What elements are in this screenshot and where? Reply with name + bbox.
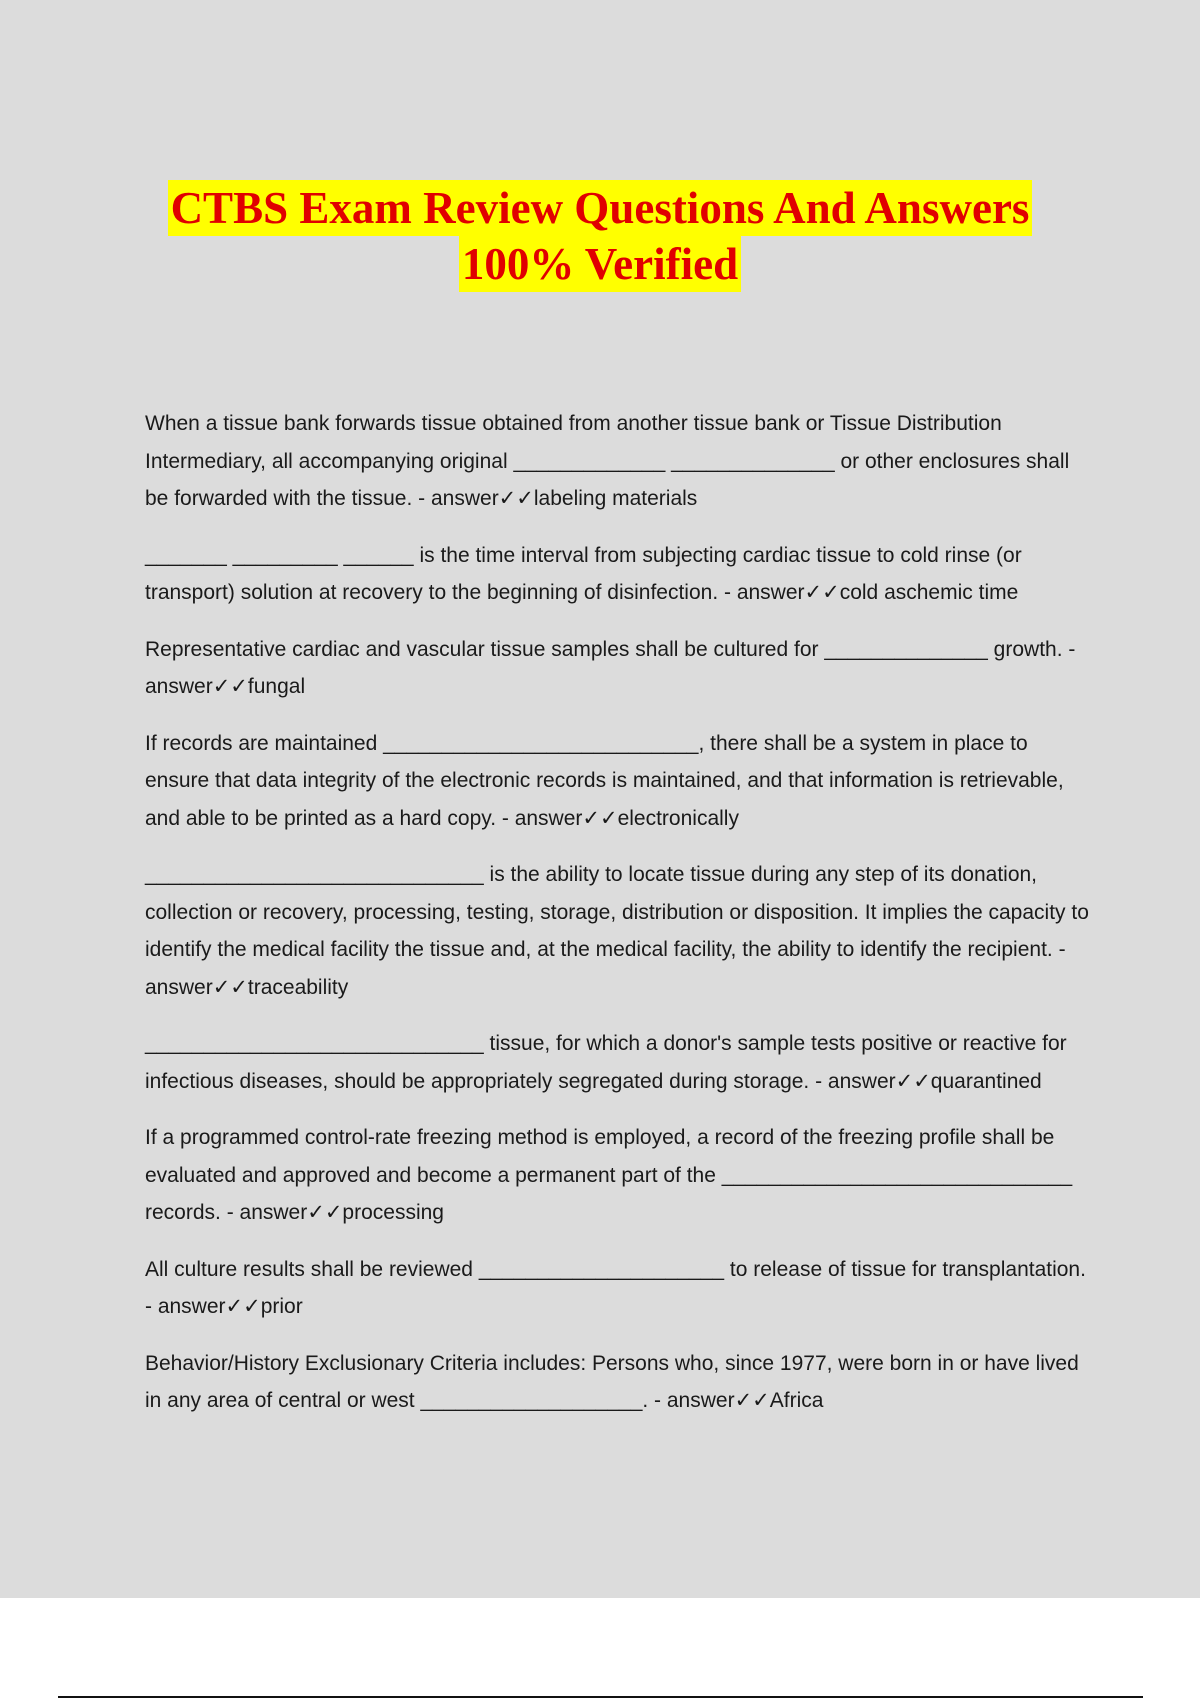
- answer-text: answer✓✓prior: [157, 1295, 303, 1318]
- answer-text: answer✓✓cold aschemic time: [736, 581, 1019, 604]
- footer-divider: [58, 1696, 1143, 1698]
- question-text: _______ _________ ______ is the time interval from subjecting cardiac tissue to cold rinse (or transport) solution at recovery to the beginning of disinfection. -: [145, 543, 1028, 604]
- question-text: _____________________________ is the ability to locate tissue during any step of its donation, collection or recovery, processing, testing, storage, distribution or disposition. It implies the capacity to identify the medical facility the tissue and, at the medical facility, the ability to identify the recipient. -: [145, 863, 1095, 961]
- qa-item-9: [145, 1345, 1090, 1420]
- qa-item-1: [145, 405, 1090, 518]
- answer-text: answer✓✓fungal: [145, 675, 306, 698]
- question-text: All culture results shall be reviewed _____________________ to release of tissue for transplantation. -: [145, 1257, 1092, 1318]
- qa-item-4: [145, 725, 1090, 838]
- qa-item-6: [145, 1025, 1090, 1100]
- answer-text: answer✓✓Africa: [666, 1389, 824, 1412]
- title-line-2: 100% Verified: [459, 236, 741, 292]
- question-text: If records are maintained ___________________________, there shall be a system in place to ensure that data integrity of the electronic records is maintained, and that information is retrievable, and able to be printed as a hard copy. -: [145, 731, 1070, 830]
- question-text: When a tissue bank forwards tissue obtained from another tissue bank or Tissue Distribution Intermediary, all accompanying original _____________ ______________ or other enclosures shall be forwarded with the tissue. -: [145, 412, 1076, 510]
- answer-text: answer✓✓processing: [239, 1201, 444, 1224]
- question-text: If a programmed control-rate freezing method is employed, a record of the freezing profile shall be evaluated and approved and become a permanent part of the ______________________________ records. -: [145, 1126, 1078, 1224]
- answer-text: answer✓✓electronically: [514, 806, 739, 830]
- qa-item-5: [145, 856, 1095, 1006]
- question-text: Behavior/History Exclusionary Criteria includes: Persons who, since 1977, were born in or have lived in any area of central or west ___________________. -: [145, 1351, 1085, 1412]
- qa-item-8: [145, 1251, 1090, 1326]
- qa-item-7: [145, 1119, 1090, 1232]
- question-text: _____________________________ tissue, for which a donor's sample tests positive or reactive for infectious diseases, should be appropriately segregated during storage. -: [145, 1032, 1073, 1093]
- question-answer-list: [145, 405, 1095, 1439]
- answer-text: answer✓✓labeling materials: [430, 487, 698, 510]
- qa-item-3: [145, 631, 1090, 706]
- document-title: [0, 180, 1200, 292]
- title-line-1: CTBS Exam Review Questions And Answers: [168, 180, 1033, 236]
- answer-text: answer✓✓quarantined: [827, 1069, 1042, 1093]
- qa-item-2: [145, 537, 1090, 612]
- answer-text: answer✓✓traceability: [145, 975, 349, 999]
- question-text: Representative cardiac and vascular tissue samples shall be cultured for ______________ growth. -: [145, 637, 1082, 661]
